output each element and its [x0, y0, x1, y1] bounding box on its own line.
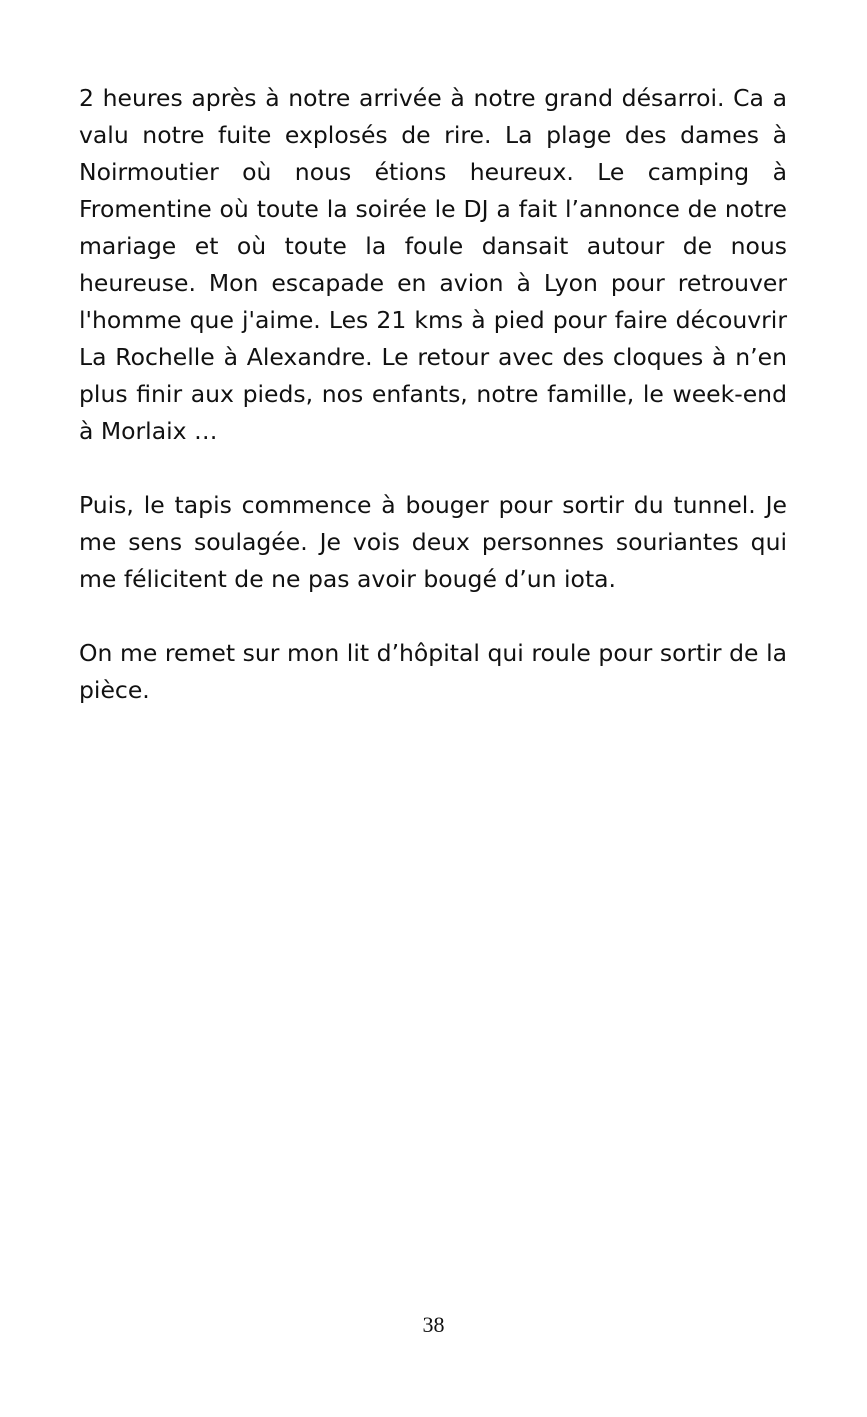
page-number: 38	[422, 1312, 445, 1337]
paragraph-3: On me remet sur mon lit d’hôpital qui roule pour sortir de la pièce.	[79, 639, 787, 704]
paragraph-2: Puis, le tapis commence à bouger pour sortir du tunnel. Je me sens soulagée. Je vois deux personnes souriantes qui me félicitent de ne pas avoir bougé d’un iota.	[79, 491, 787, 593]
body-text	[79, 80, 787, 746]
paragraph-1: 2 heures après à notre arrivée à notre grand désarroi. Ca a valu notre fuite explosés de rire. La plage des dames à Noirmoutier où nous étions heureux. Le camping à Fromentine où toute la soirée le DJ a fait l’annonce de notre mariage et où toute la foule dansait autour de nous heureuse. Mon escapade en avion à Lyon pour retrouver l'homme que j'aime. Les 21 kms à pied pour faire découvrir La Rochelle à Alexandre. Le retour avec des cloques à n’en plus finir aux pieds, nos enfants, notre famille, le week-end à Morlaix …	[79, 84, 787, 445]
